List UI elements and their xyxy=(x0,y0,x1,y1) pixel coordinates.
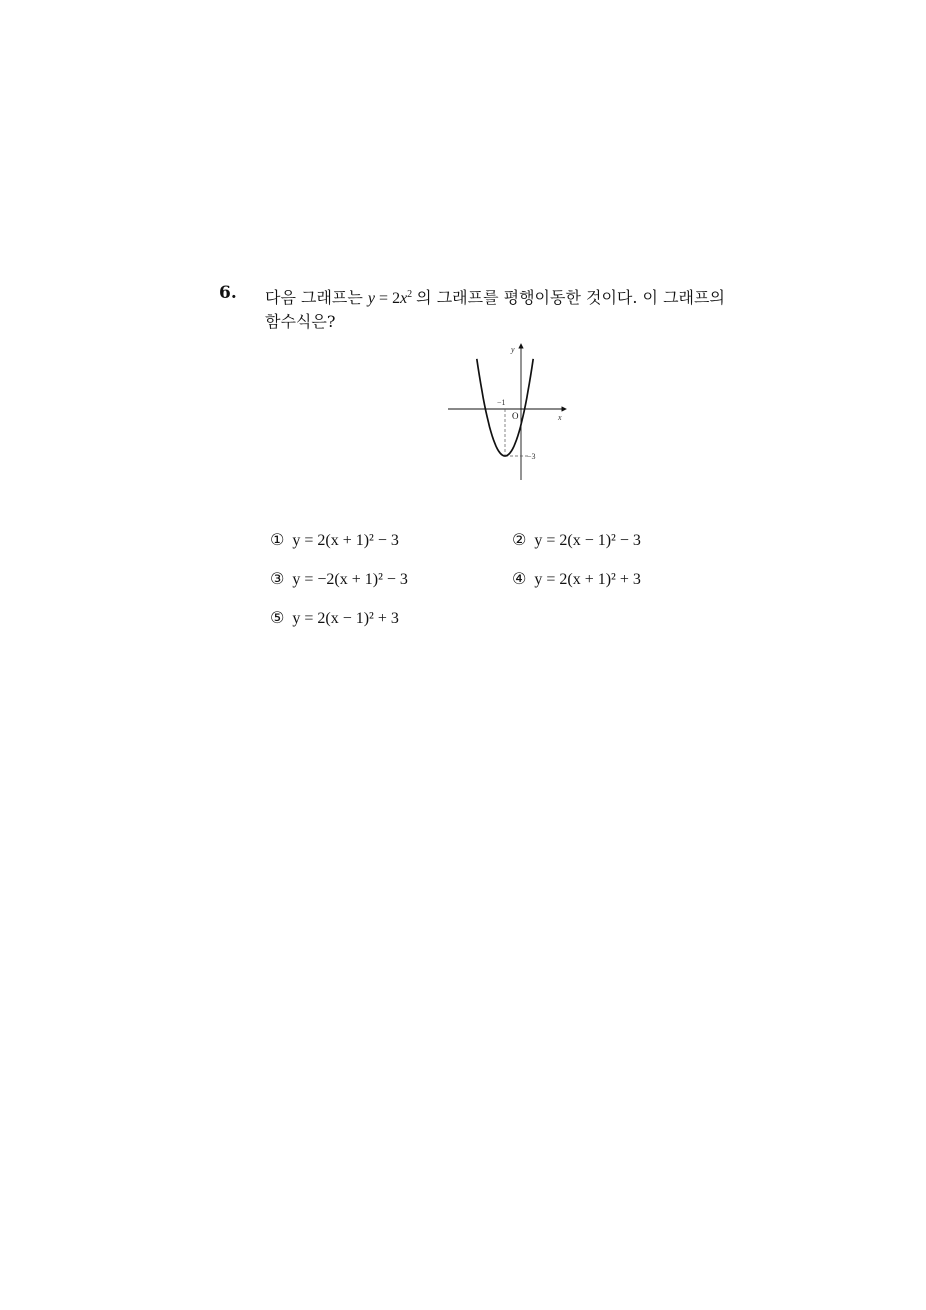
option-2-mark: ② xyxy=(512,530,527,549)
option-3[interactable] xyxy=(270,569,408,589)
option-5-equation: y = 2(x − 1)² + 3 xyxy=(292,610,399,627)
option-4-mark: ④ xyxy=(512,569,527,588)
option-1-mark: ① xyxy=(270,530,285,549)
option-4[interactable] xyxy=(512,569,641,589)
parabola-graph xyxy=(440,338,580,488)
stem-text-1: 다음 그래프는 xyxy=(265,288,363,307)
option-5-mark: ⑤ xyxy=(270,608,285,627)
option-2[interactable] xyxy=(512,530,641,550)
question-stem-line2: 함수식은? xyxy=(265,312,336,331)
x-axis-label: x xyxy=(558,413,562,422)
y-axis-label: y xyxy=(511,345,515,354)
option-2-equation: y = 2(x − 1)² − 3 xyxy=(534,532,641,549)
option-1-equation: y = 2(x + 1)² − 3 xyxy=(292,532,399,549)
option-3-equation: y = −2(x + 1)² − 3 xyxy=(292,571,408,588)
option-4-equation: y = 2(x + 1)² + 3 xyxy=(534,571,641,588)
origin-label: O xyxy=(512,411,519,421)
option-5[interactable] xyxy=(270,608,399,628)
vertex-y-label: −3 xyxy=(527,452,536,461)
option-1[interactable] xyxy=(270,530,399,550)
question-stem-line1 xyxy=(265,284,725,310)
option-3-mark: ③ xyxy=(270,569,285,588)
vertex-x-label: −1 xyxy=(497,398,506,407)
stem-text-2: 의 그래프를 평행이동한 것이다. 이 그래프의 xyxy=(416,288,725,307)
stem-equation: $y = 2x^2$ xyxy=(367,289,413,307)
question-number: 6. xyxy=(219,283,237,303)
